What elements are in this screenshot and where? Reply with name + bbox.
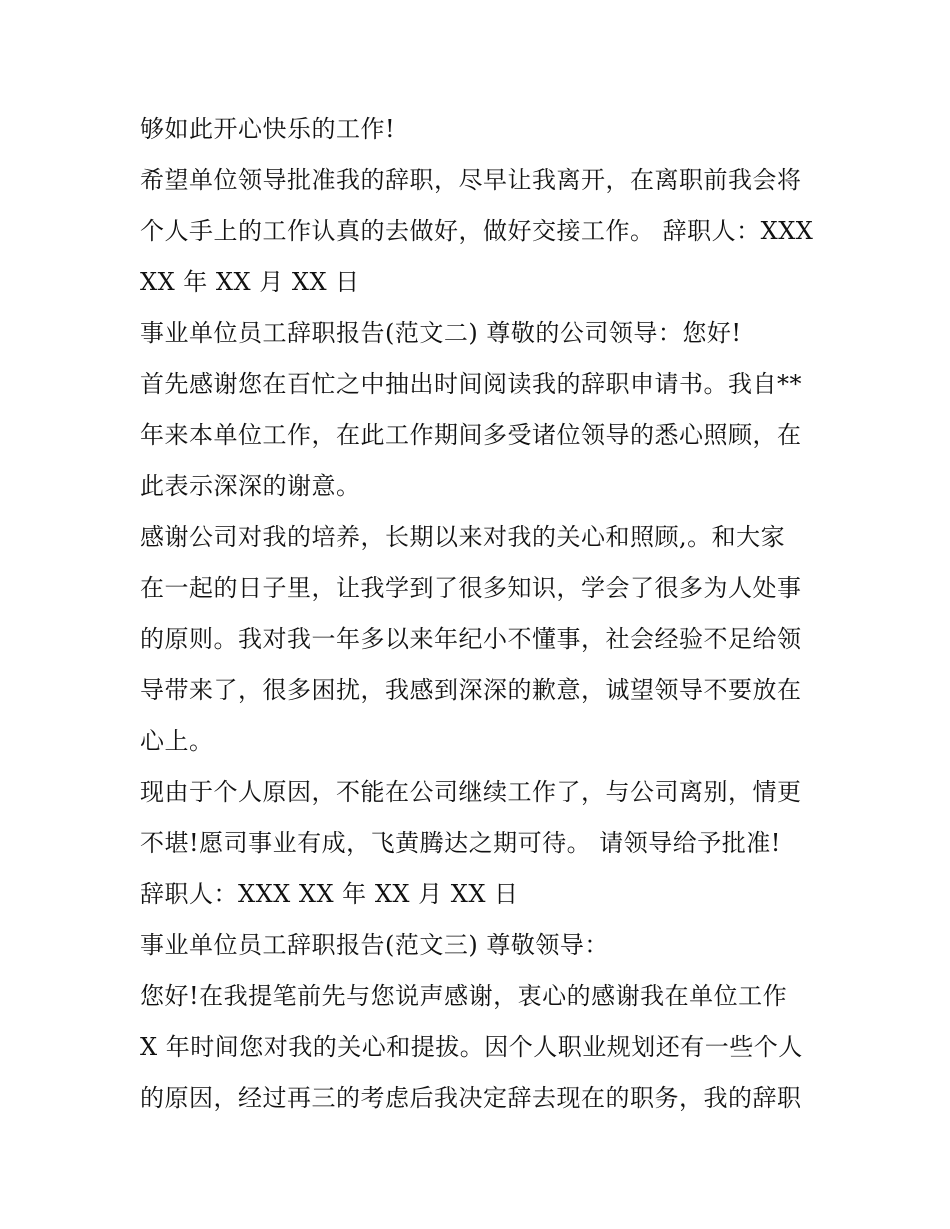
text-line: 首先感谢您在百忙之中抽出时间阅读我的辞职申请书。我自** [140,370,802,398]
text-line: 事业单位员工辞职报告(范文三) 尊敬领导： [140,931,609,959]
text-line: 感谢公司对我的培养，长期以来对我的关心和照顾,。和大家 [140,523,786,551]
text-line: X 年时间您对我的关心和提拔。因个人职业规划还有一些个人 [140,1033,803,1061]
text-line: 年来本单位工作，在此工作期间多受诸位领导的悉心照顾，在 [140,421,802,449]
text-line: 辞职人：XXX XX 年 XX 月 XX 日 [140,880,519,908]
text-line: 不堪!愿司事业有成，飞黄腾达之期可待。 请领导给予批准! [140,829,781,857]
text-line: 的原则。我对我一年多以来年纪小不懂事，社会经验不足给领 [140,625,802,653]
text-line: 导带来了，很多困扰，我感到深深的歉意，诚望领导不要放在 [140,676,802,704]
text-line: XX 年 XX 月 XX 日 [140,268,360,296]
text-line: 事业单位员工辞职报告(范文二) 尊敬的公司领导：您好! [140,319,742,347]
text-line: 的原因，经过再三的考虑后我决定辞去现在的职务，我的辞职 [140,1084,802,1112]
text-line: 心上。 [140,727,214,755]
text-line: 现由于个人原因，不能在公司继续工作了，与公司离别，情更 [140,778,802,806]
text-line: 在一起的日子里，让我学到了很多知识，学会了很多为人处事 [140,574,802,602]
text-line: 希望单位领导批准我的辞职，尽早让我离开，在离职前我会将 [140,166,802,194]
text-line: 您好!在我提笔前先与您说声感谢，衷心的感谢我在单位工作 [140,982,788,1010]
text-line: 够如此开心快乐的工作! [140,115,396,143]
document-body [140,104,840,1124]
text-line: 个人手上的工作认真的去做好，做好交接工作。 辞职人：XXX [140,217,814,245]
text-line: 此表示深深的谢意。 [140,472,361,500]
